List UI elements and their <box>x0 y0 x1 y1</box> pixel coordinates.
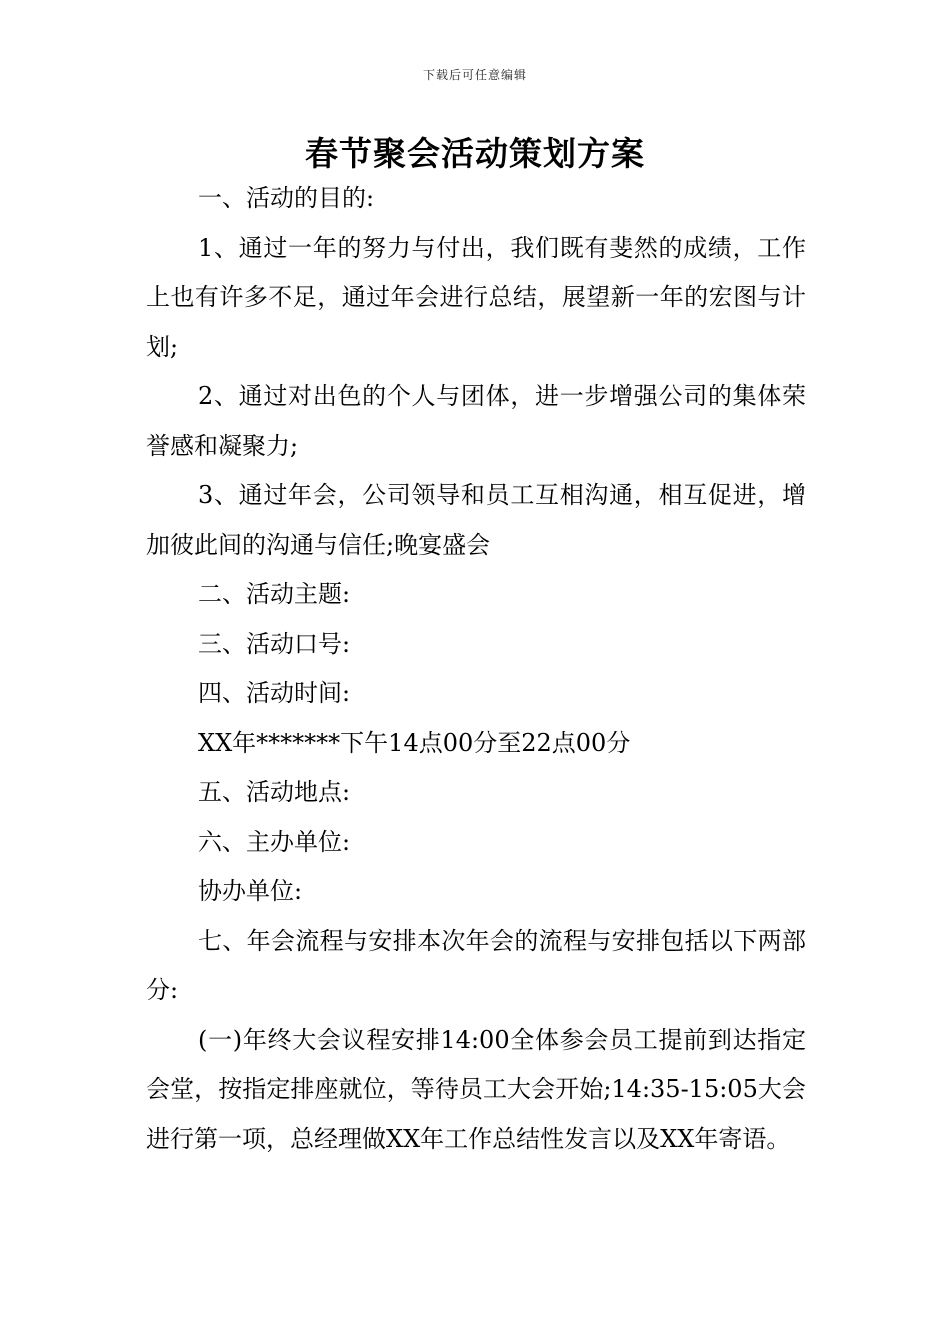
paragraph-purpose-3: 3、通过年会，公司领导和员工互相沟通，相互促进，增加彼此间的沟通与信任;晚宴盛会 <box>146 481 806 559</box>
paragraph-co-organizer: 协办单位: <box>198 877 303 905</box>
paragraph-section-4-heading: 四、活动时间: <box>198 679 351 707</box>
paragraph-section-2-heading: 二、活动主题: <box>198 580 351 608</box>
document-title: 春节聚会活动策划方案 <box>305 134 645 173</box>
document-body <box>146 174 806 1164</box>
page-header-note: 下载后可任意编辑 <box>422 68 527 82</box>
paragraph-event-time: XX年*******下午14点00分至22点00分 <box>198 728 631 757</box>
paragraph-section-7-heading: 七、年会流程与安排本次年会的流程与安排包括以下两部分: <box>146 926 806 1004</box>
paragraph-section-3-heading: 三、活动口号: <box>198 629 351 658</box>
paragraph-section-6-heading: 六、主办单位: <box>198 827 351 856</box>
paragraph-section-5-heading: 五、活动地点: <box>198 778 351 806</box>
paragraph-agenda-part-1: (一)年终大会议程安排14:00全体参会员工提前到达指定会堂，按指定排座就位，等待员工大会开始;14:35-15:05大会进行第一项，总经理做XX年工作总结性发言以及XX年寄语。 <box>146 1025 806 1153</box>
paragraph-section-1-heading: 一、活动的目的: <box>198 184 375 212</box>
paragraph-purpose-2: 2、通过对出色的个人与团体，进一步增强公司的集体荣誉感和凝聚力; <box>146 382 806 460</box>
paragraph-purpose-1: 1、通过一年的努力与付出，我们既有斐然的成绩，工作上也有许多不足，通过年会进行总结，展望新一年的宏图与计划; <box>146 233 806 361</box>
